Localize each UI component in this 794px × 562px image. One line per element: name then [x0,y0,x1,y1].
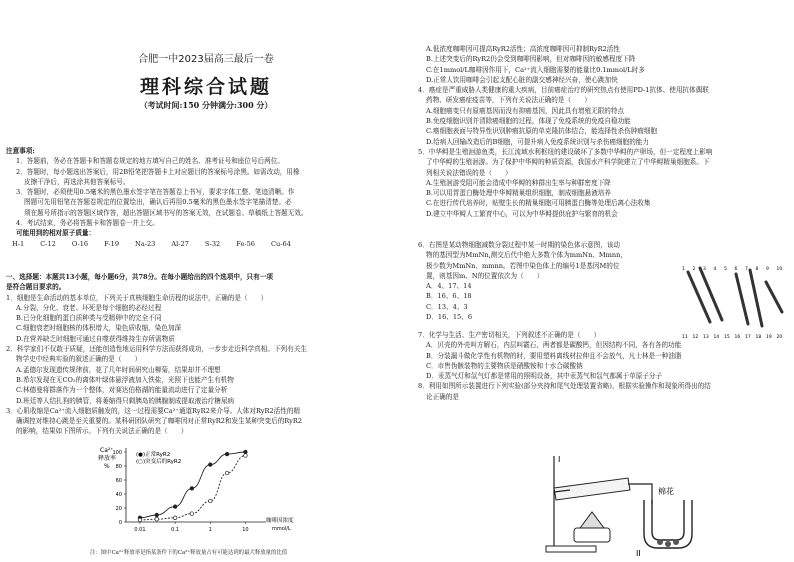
question-2-stem: 2．科学家们不仅敢于质疑，还能创造性地运用科学方法而获得成功，一步步走近科学真相。下列有关生 [6,345,307,354]
subject-title: 理科综合试题 [139,76,272,98]
question-7-option-b: B．分装漏斗做化学性有机物的时，要用塑料离线材拉伸且不会放气，凡士林是一种油脂 [426,351,682,360]
gene-position-label: 20 [776,335,783,340]
question-6-option-b: B．16、6、18 [426,292,472,301]
x-tick-label: 0.1 [171,527,180,533]
chromatid [700,268,722,320]
question-3-option-d: D.正常人饮用咖啡会引起支配心脏的副交感神经兴奋，使心跳加快 [426,75,618,84]
question-3-stem: 3．心肌收缩是Ca²⁺流入细胞质触发的，这一过程需要Ca²⁺通道RyR2来介导。人体对RyR2活性的精 [6,406,301,415]
x-tick-label: 0.01 [134,527,146,533]
gene-position-label: 8 [755,267,759,272]
question-6-option-a: A．4、17、14 [426,282,472,291]
question-4-stem: 4．癌症是严重威胁人类健康的重大疾病，目前癌症治疗的研究热点有使用PD-1抗体、使用抗体偶联 [418,86,709,95]
atomic-masses [6,239,402,249]
u-tube-filling [673,539,679,545]
gene-position-label: 3 [703,267,706,272]
data-point-series-1 [208,463,212,467]
notes-heading: 注意事项: [6,147,35,155]
u-tube-filling [657,539,663,545]
gene-position-label: 19 [766,335,772,340]
data-point-series-1 [173,505,177,509]
gene-position-label: 5 [724,267,727,272]
gene-position-label: 13 [703,335,709,340]
y-tick-label: 60 [115,478,122,484]
question-3-stem-cont: 的影响，结果如下图所示。下列有关说法正确的是（ ） [16,427,188,436]
question-1-option-a: A.分裂、分化、衰老、坏死是每个细胞的必经过程 [16,303,162,312]
u-tube-filling [665,541,671,547]
section-heading: 一、选择题：本题共13小题，每小题6分，共78分。在每小题给出的四个选项中，只有一项 [6,273,273,281]
gene-position-label: 17 [745,335,751,340]
note-line: 4．考试结束，务必将答题卡和答题卷一并上交。 [16,219,159,228]
note-line: 须在题号所指示的答题区域作答，超出答题区域书写的答案无效，在试题卷、草稿纸上答题无效。 [24,208,308,217]
y-axis-unit: % [104,463,110,470]
atom-mass: Al-27 [171,239,189,248]
atom-mass: S-32 [204,239,221,248]
y-tick-label: 0 [118,520,122,526]
question-6-stem-cont: 极少数为MmNn、mmnn。若图中染色体上的编号1是基因M的位 [426,261,620,270]
chromatid [688,272,710,322]
y-axis-label: 释放率 [98,455,117,462]
data-point-series-1 [244,450,248,454]
gene-position-label: 9 [766,267,769,272]
data-point-series-2 [190,512,194,516]
gene-position-label: 4 [713,267,717,272]
atom-mass: H-1 [12,239,25,248]
section-heading: 是符合题目要求的。 [6,283,66,292]
note-line: 3．答题时，必须使用0.5毫米的黑色墨水签字笔在答题卷上书写，要求字体工整、笔迹清晰。作 [16,188,295,197]
question-6 [418,240,676,322]
question-8-stem: 8．利用如图所示装置进行下列实验(部分夹持和尾气处理装置省略)，根据实验操作和现象所得出的结 [418,382,711,391]
question-1-stem: 1．细胞是生命活动的基本单位，下列关于真核细胞生命历程的说法中，正确的是（ ） [6,293,268,302]
question-4-option-b: B.免疫细胞识别并清除癌细胞的过程，体现了免疫系统的免疫自稳功能 [426,117,631,126]
question-4-stem-cont: 药物、研发癌症疫苗等，下列有关说法正确的是（ ） [426,96,591,105]
question-5-option-c: C.在进行传代培养时，贴壁生长的精巢细胞可用胰蛋白酶等处理后离心法收集 [426,199,651,208]
gene-position-label: 12 [692,335,699,340]
question-2-option-a: A.孟德尔发现遗传规律前，花了几年时间研究山柳菊，结果却并不理想 [16,365,221,374]
question-3-option-a: A.低浓度咖啡因可提高RyR2活性；高浓度咖啡因可抑制RyR2活性 [426,45,620,53]
y-tick-label: 80 [115,464,122,470]
question-7-stem: 7．化学与生活、生产密切相关，下列叙述不正确的是（ ） [418,331,601,339]
question-5-stem-cont: 了中华鲟的生殖洄游。为了保护中华鲟的种质资源，我国水产科学院建立了中华鲟精巢细胞系。下 [426,158,710,167]
flame-icon [580,512,604,528]
question-2-option-d: D.班廷等人结扎狗的胰管，将萎缩得只剩胰岛的胰腺制成提取液治疗糖尿病 [16,396,235,405]
connecting-tube [628,484,652,504]
gene-position-label: 16 [734,335,741,340]
question-7-option-c: C．市售伪骸装物的主要物质是硝酸铵和十水合碳酸钠 [426,361,583,370]
question-4-option-d: D.给病人回输改造后的B细胞，可提升病人免疫系统识别与杀伤癌细胞的能力 [426,137,649,146]
note-line: 皮擦干净后，再选涂其他答案标号。 [24,177,130,186]
y-tick-label: 40 [115,492,122,498]
cotton-label: 棉花 [658,487,674,496]
x-axis-unit: mmol/L [272,526,291,532]
questions-7-8 [418,330,790,402]
atom-mass: O-16 [71,239,89,248]
data-point-series-2 [208,499,212,503]
question-3-option-c: C.在1mmol/L咖啡因作用下，Ca²⁺流入细胞需要的能量比0.1mmol/L时多 [426,65,645,74]
gene-position-label: 10 [776,267,783,272]
chromatid [766,282,782,312]
gene-position-label: 11 [682,335,688,340]
question-3-option-b: B.上述突变后的RyR2仍会受到咖啡因影响，但对咖啡因的敏感程度下降 [426,55,636,64]
gene-position-label: 14 [713,335,720,340]
data-point-series-1 [190,487,194,491]
question-4-option-a: A.细胞癌变只有原癌基因而没有抑癌基因，因此具有增殖无限的特点 [426,106,625,115]
gene-position-label: 6 [734,267,738,272]
question-1-option-b: B.已分化细胞的蛋白质种类与受精卵中的完全不同 [16,314,162,323]
alcohol-lamp [574,528,610,542]
label-i: I [558,455,561,464]
question-5-stem-cont: 列相关说法错误的是（ ） [426,168,512,177]
note-line: 1．答题前，务必在答题卡和答题卷规定的地方填写自己的姓名、准考证号和座位号后两位。 [16,157,284,166]
gene-position-label: 18 [755,335,762,340]
data-point-series-2 [173,516,177,520]
question-6-option-d: D．16、15、6 [426,313,473,322]
caffeine-ca-release-chart [96,444,316,554]
data-point-series-2 [225,471,229,475]
question-1-option-c: C.细胞衰老时细胞核的体积增大，染色质收缩，染色加深 [16,324,182,333]
question-5-option-b: B.可以用胃蛋白酶处理中华鲟精巢组织细胞，制成细胞悬液培养 [426,189,611,198]
data-point-series-2 [155,517,159,521]
atom-mass: C-12 [40,239,56,248]
section-1 [6,272,402,437]
chart-caption: 注：图中Ca²⁺释放率是指某条件下的Ca²⁺释放量占有可能达到的最大释放量的比值 [90,550,288,556]
note-line: 2．答题时，每小题选出答案后，用2B铅笔把答题卡上对应题目的答案标号涂黑。如需改动，用橡 [16,167,300,176]
gene-position-label: 1 [682,267,685,272]
exam-name: 合肥一中2023届高三最后一卷 [138,54,274,65]
question-8-stem-cont: 论正确的是 [426,392,459,401]
atom-mass: Na-23 [135,239,156,248]
gene-position-label: 2 [692,267,696,272]
y-tick-label: 100 [112,450,122,456]
question-6-stem: 6．右图是某动物细胞减数分裂过程中某一时期的染色体示意图，该动 [418,241,621,249]
atom-mass: Fe-56 [236,239,256,248]
data-point-series-2 [244,454,248,458]
question-7-option-a: A．贝壳的外壳叫方解石，内层叫霰石，两者都是碳酸钙，但因结构不同，各有各的功能 [426,341,682,350]
notes-section [6,146,402,249]
atom-mass: F-19 [104,239,120,248]
chromatid [750,270,762,326]
y-tick-label: 20 [115,506,122,512]
question-6-stem-cont: 物的基因型为MmNn,测交后代中绝大多数个体为mmNn、Mmnn， [426,251,628,260]
stand-base [546,546,596,552]
chromatid [736,274,748,324]
x-tick-label: 10 [242,527,249,533]
question-7-option-d: D．汞蒸气灯和氙气灯都是常用的照明设备，其中汞蒸气和氙气都属于单原子分子 [426,372,663,381]
question-6-option-c: C．13、4、3 [426,302,468,311]
data-point-series-2 [138,518,142,522]
question-6-stem-cont: 置，则基因m、N的位置依次为（ ） [426,271,544,280]
u-tube-inner [652,500,684,540]
right-column [418,44,790,219]
question-1-option-d: D.在营养缺乏时细胞可通过自噬获得维持生存所需物质 [16,334,175,343]
question-2-option-b: B.希尔发现在无CO₂的离体叶绿体悬浮液加入铁盐，光照下也能产生有机物 [16,375,234,384]
label-ii: II [636,549,641,558]
x-axis-label: 咖啡因浓度 [266,518,294,524]
data-point-series-1 [225,452,229,456]
gene-position-label: 15 [724,335,730,340]
atom-mass: Cu-64 [271,239,291,248]
note-line: 图题可先用铅笔在答题卷规定的位置绘出，确认后再用0.5毫米的黑色墨水签字笔描清楚。必 [24,198,292,207]
time-info: （考试时间:150 分钟满分:300 分） [139,100,273,110]
y-axis-label: Ca²⁺ [100,447,114,454]
question-5-option-d: D.建立中华鲟人工繁育中心，可以为中华鲟提供庇护与繁育的机会 [426,209,618,218]
question-3-stem-cont: 确调控对维持心跳是至关重要的。某科研团队研究了咖啡因对正常RyR2和发生某种突变后的RyR2 [16,417,303,426]
gene-position-label: 7 [745,267,748,272]
apparatus-figure [540,448,710,558]
legend-entry: (●)正常RyR2 [136,452,171,458]
atoms-heading: 可能用到的相对原子质量： [16,229,96,238]
question-2-stem-cont: 物学史中经典实验的叙述正确的是（ ） [16,355,142,364]
x-tick-label: 1 [208,527,212,533]
data-point-series-1 [155,513,159,517]
test-tube [554,478,630,500]
legend-entry: (○)突变后的RyR2 [136,459,182,465]
question-5-option-a: A.生殖洄游受阻可能会造成中华鲟的种群出生率与种群密度下降 [426,178,611,187]
question-2-option-c: C.林德曼将群落作为一个整体，对赛达伯格湖的能量流动进行了定量分析 [16,386,228,395]
question-4-option-c: C.癌细胞表面与特异性识别肿瘤抗原的单克隆抗体结合，能选择性杀伤肿瘤细胞 [426,127,658,136]
question-5-stem: 5．中华鲟是生殖洄游鱼类，长江流域水利枢纽的建设破坏了多数中华鲟的产卵场，但一定程度上影响 [418,147,713,156]
u-tube [644,500,692,548]
